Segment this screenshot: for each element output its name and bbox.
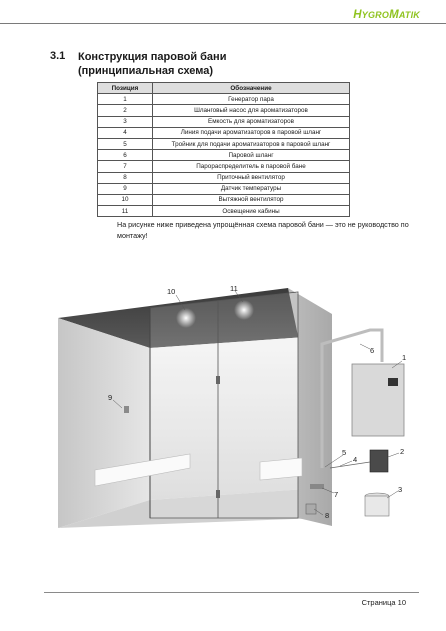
cabin-light-1: [176, 308, 196, 328]
section-title-line1: Конструкция паровой бани: [78, 51, 227, 63]
bench-right: [260, 458, 302, 480]
glass-front: [150, 292, 298, 518]
table-cell-description: Приточный вентилятор: [153, 172, 350, 183]
callout-11: 11: [230, 284, 238, 293]
table-cell-position: 10: [98, 194, 153, 205]
table-cell-position: 6: [98, 150, 153, 161]
door-handle-upper: [216, 376, 220, 384]
table-cell-description: Линия подачи ароматизаторов в паровой шланг: [153, 127, 350, 138]
table-row: [98, 105, 350, 116]
table-row: [98, 150, 350, 161]
table-cell-position: 3: [98, 116, 153, 127]
table-cell-description: Шланговый насос для ароматизаторов: [153, 105, 350, 116]
section-title-line2: (принципиальная схема): [78, 65, 214, 77]
callout-1: 1: [402, 353, 407, 362]
table-cell-position: 11: [98, 206, 153, 217]
table-row: [98, 206, 350, 217]
note-text: На рисунке ниже приведена упрощённая схема паровой бани — это не руководство по монтажу!: [117, 220, 409, 240]
table-cell-position: 2: [98, 105, 153, 116]
table-cell-description: Парораспределитель в паровой бане: [153, 161, 350, 172]
table-row: [98, 183, 350, 194]
table-row: [98, 127, 350, 138]
callout-2: 2: [400, 447, 405, 456]
table-header-description: Обозначение: [153, 83, 350, 94]
temperature-sensor: [124, 406, 129, 413]
steam-generator-display: [388, 378, 398, 386]
table-cell-position: 9: [98, 183, 153, 194]
cabin-light-2: [234, 300, 254, 320]
table-row: [98, 138, 350, 149]
brand-logo: HYGROMATIK: [353, 9, 420, 21]
callout-7: 7: [334, 490, 339, 499]
section-number: 3.1: [50, 50, 66, 62]
callout-3: 3: [398, 485, 403, 494]
table-cell-description: Тройник для подачи ароматизаторов в паровой шланг: [153, 138, 350, 149]
page-number: Страница 10: [361, 598, 406, 607]
footer-divider: [44, 592, 419, 593]
parts-table: [97, 82, 350, 217]
table-row: [98, 161, 350, 172]
aroma-pump: [370, 450, 388, 472]
callout-6: 6: [370, 346, 375, 355]
table-row: [98, 194, 350, 205]
steam-bath-diagram: [40, 278, 420, 540]
callout-8: 8: [325, 511, 330, 520]
table-row: [98, 172, 350, 183]
table-cell-position: 7: [98, 161, 153, 172]
header-divider: [0, 23, 446, 24]
table-cell-description: Вытяжной вентилятор: [153, 194, 350, 205]
callout-9: 9: [108, 393, 113, 402]
aroma-feed-line: [330, 462, 370, 468]
table-cell-description: Емкость для ароматизаторов: [153, 116, 350, 127]
table-row: [98, 94, 350, 105]
table-header-position: Позиция: [98, 83, 153, 94]
steam-distributor: [310, 484, 324, 489]
table-cell-position: 4: [98, 127, 153, 138]
section-title: [78, 50, 226, 78]
table-cell-position: 1: [98, 94, 153, 105]
table-row: [98, 116, 350, 127]
table-header-row: [98, 83, 350, 94]
aroma-container: [365, 496, 389, 516]
table-cell-description: Освещение кабины: [153, 206, 350, 217]
table-cell-description: Генератор пара: [153, 94, 350, 105]
steam-generator: [352, 364, 404, 436]
callout-5: 5: [342, 448, 347, 457]
table-cell-position: 8: [98, 172, 153, 183]
callout-10: 10: [167, 287, 176, 296]
table-cell-description: Датчик температуры: [153, 183, 350, 194]
door-handle-lower: [216, 490, 220, 498]
table-cell-description: Паровой шланг: [153, 150, 350, 161]
supply-fan: [306, 504, 316, 514]
left-wall: [58, 318, 150, 528]
callout-4: 4: [353, 455, 358, 464]
table-cell-position: 5: [98, 138, 153, 149]
